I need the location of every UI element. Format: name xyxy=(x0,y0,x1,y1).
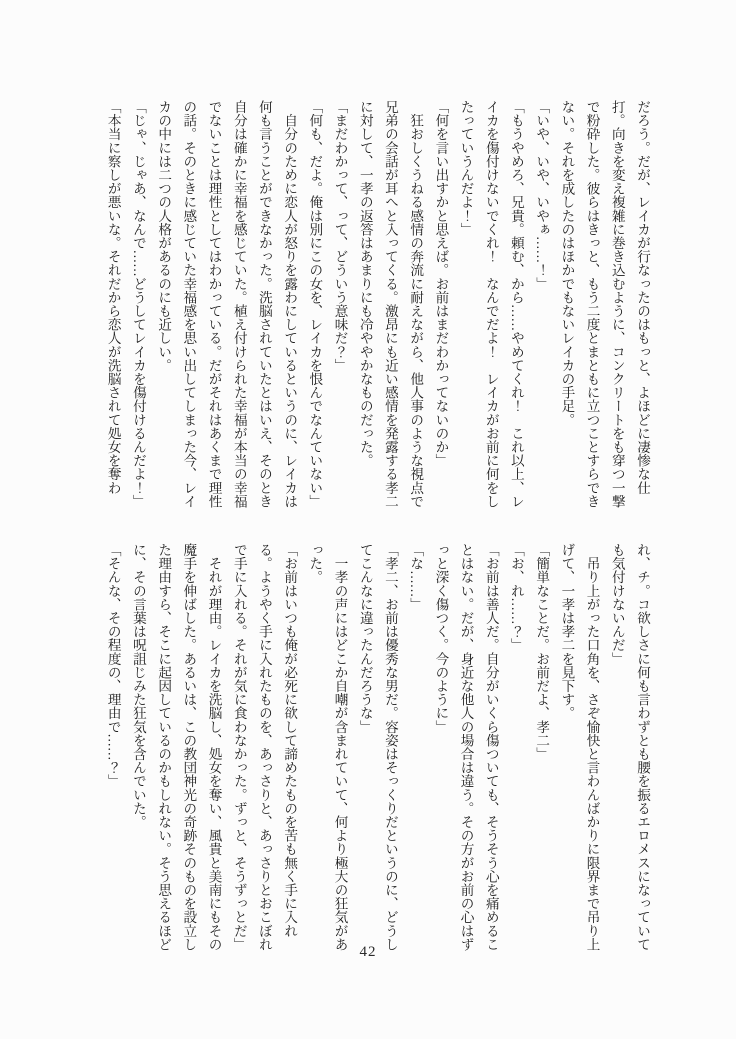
text-line: 「お前は善人だ。自分がいくら傷ついても、そうそう心を痛めるこ xyxy=(483,543,499,951)
text-line: 「いや、いや、いやぁ……！」 xyxy=(534,100,550,291)
text-line: 「何を言い出すかと思えば。お前はまだわかってないのか」 xyxy=(433,100,449,468)
text-line: 狂おしくうねる感情の奔流に耐えながら、他人事のような視点で xyxy=(408,100,424,508)
text-line: 「じゃ、じゃあ、なんで……どうしてレイカを傷付けるんだよ！」 xyxy=(130,100,146,508)
text-line: に対して、一孝の返答はあまりにも冷ややかなものだった。 xyxy=(357,100,373,468)
text-line: 兄弟の会話が耳へと入ってくる。激昂にも近い感情を発露する孝二 xyxy=(382,100,398,508)
text-line: 吊り上がった口角を、さぞ愉快と言わんばかりに限界まで吊り上 xyxy=(584,543,600,951)
text-line: 「お前はいつも俺が必死に欲して諦めたものを苦も無く手に入れ xyxy=(282,543,298,938)
text-line: っと深く傷つく。今のように」 xyxy=(433,543,449,734)
text-line: それが理由。レイカを洗脳し、処女を奪い、風貴と美南にもその xyxy=(206,543,222,951)
text-line: 魔手を伸ばした。あるいは、この教団神光の奇跡そのものを設立し xyxy=(181,543,197,951)
text-line: げて、一孝は孝二を見下す。 xyxy=(559,543,575,720)
text-line: 「孝二、お前は優秀な男だ。容姿はそっくりだというのに、どうし xyxy=(382,543,398,951)
text-line: 「そんな、その程度の、理由で……？」 xyxy=(105,543,121,788)
text-line: も気付けないんだ」 xyxy=(609,543,625,666)
vertical-text-block-top xyxy=(99,100,655,512)
text-line: 「簡単なことだ。お前だよ、孝二」 xyxy=(534,543,550,761)
text-line: れ、チ。コ欲しさに何も言わずとも腰を振るエロメスになっていて xyxy=(635,543,650,951)
text-line: で手に入れる。それが気に食わなかった。ずっと、そうずっとだ」 xyxy=(231,543,247,951)
text-line: 何も言うことができなかった。洗脳されていたとはいえ、そのとき xyxy=(256,100,272,508)
text-line: に、その言葉は呪詛じみた狂気を含んでいた。 xyxy=(130,543,146,829)
text-line: だろう。だが、レイカが行なったのはもっと、よほどに凄惨な仕 xyxy=(635,100,650,495)
text-line: 一孝の声にはどこか自嘲が含まれていて、何より極大の狂気があ xyxy=(332,543,348,951)
text-line: 「な……」 xyxy=(408,543,424,611)
text-line: イカを傷付けないでくれ！ なんでだよ！ レイカがお前に何をし xyxy=(483,100,499,508)
text-line: 「まだわかって、って、どういう意味だ？」 xyxy=(332,100,348,372)
text-line: てこんなに違ったんだろうな」 xyxy=(357,543,373,734)
text-line: ない。それを成したのはほかでもないレイカの手足。 xyxy=(559,100,575,427)
text-line: る。ようやく手に入れたものを、あっさりと、あっさりとおこぼれ xyxy=(256,543,272,951)
text-line: 「何も、だよ。俺は別にこの女を、レイカを恨んでなんていない」 xyxy=(307,100,323,508)
text-line: の話。そのときに感じていた幸福感を思い出してしまった今、レイ xyxy=(181,100,197,508)
text-line: で粉砕した。彼らはきっと、もう二度とまともに立つことすらでき xyxy=(584,100,600,508)
text-line: とはない。だが、身近な他人の場合は違う。その方がお前の心はず xyxy=(458,543,474,951)
text-line: った。 xyxy=(307,543,323,584)
text-line: カの中には二つの人格があるのにも近しい。 xyxy=(156,100,172,372)
text-line: 「もうやめろ、兄貴。頼む、から……やめてくれ！ これ以上、レ xyxy=(508,100,524,508)
text-line: たっていうんだよ！」 xyxy=(458,100,474,236)
text-line: 自分のために恋人が怒りを露わにしているというのに、レイカは xyxy=(282,100,298,508)
text-line: 「お、れ……？」 xyxy=(508,543,524,652)
text-line: 打。向きを変え複雑に巻き込むように、コンクリートをも穿つ一撃 xyxy=(609,100,625,508)
text-line: た理由すら、そこに起因しているのかもしれない。そう思えるほど xyxy=(156,543,172,951)
text-line: でないことは理性としてはわかっている。だがそれはあくまで理性 xyxy=(206,100,222,508)
vertical-text-block-bottom xyxy=(99,543,655,955)
page-number: 42 xyxy=(359,944,377,960)
text-line: 自分は確かに幸福を感じていた。植え付けられた幸福が本当の幸福 xyxy=(231,100,247,508)
text-line: 「本当に察しが悪いな。それだから恋人が洗脳されて処女を奪わ xyxy=(105,100,121,495)
